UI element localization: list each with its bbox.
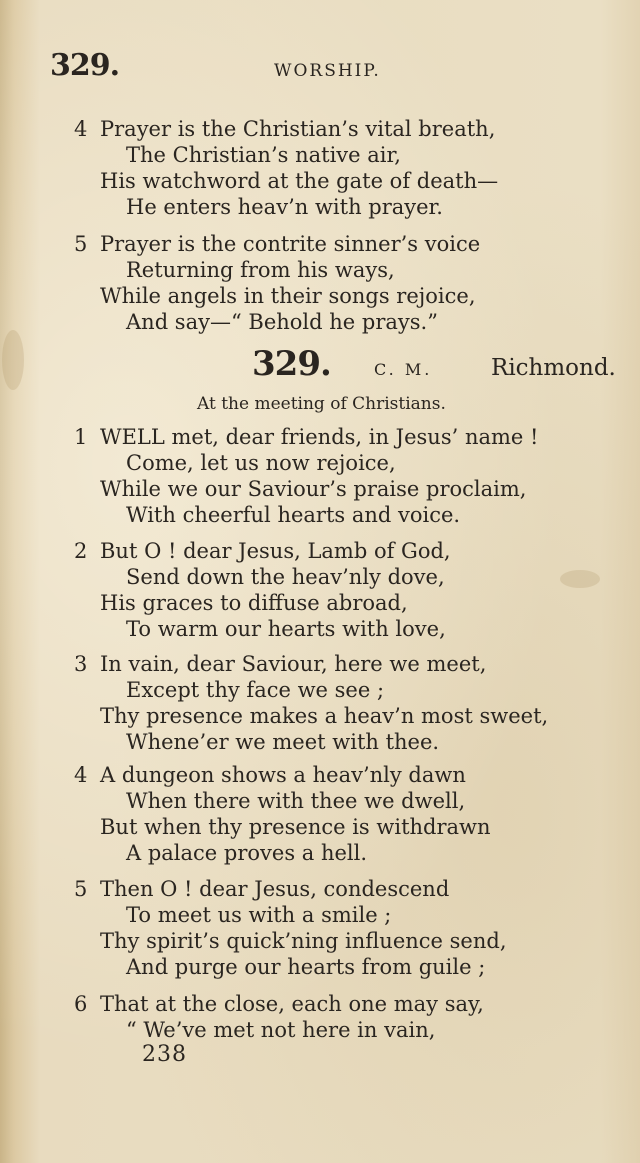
- hymn-meter: C. M.: [374, 360, 433, 379]
- verse-line: But when thy presence is withdrawn: [100, 815, 491, 839]
- hymn-occasion: At the meeting of Christians.: [197, 394, 446, 414]
- verse-line: Then O ! dear Jesus, condescend: [100, 877, 450, 901]
- verse-line: He enters heav’n with prayer.: [126, 195, 443, 219]
- verse-line: When there with thee we dwell,: [126, 789, 466, 813]
- verse-line: Prayer is the Christian’s vital breath,: [100, 117, 496, 141]
- verse-line: Send down the heav’nly dove,: [126, 565, 445, 589]
- stanza-number: 1: [74, 425, 88, 449]
- verse-line: To warm our hearts with love,: [126, 617, 446, 641]
- verse-line: Whene’er we meet with thee.: [126, 730, 440, 754]
- stanza-329-4: [74, 762, 634, 866]
- verse-line: Prayer is the contrite sinner’s voice: [100, 232, 481, 256]
- verse-line: His watchword at the gate of death—: [100, 169, 499, 193]
- verse-line: While we our Saviour’s praise proclaim,: [100, 477, 527, 501]
- verse-line: While angels in their songs rejoice,: [100, 284, 476, 308]
- stanza-328-5: [74, 231, 634, 335]
- verse-line: Come, let us now rejoice,: [126, 451, 396, 475]
- stanza-329-6: [74, 991, 634, 1043]
- stanza-329-5: [74, 876, 634, 980]
- verse-line: Except thy face we see ;: [126, 678, 385, 702]
- verse-line: A palace proves a hell.: [126, 841, 368, 865]
- stanza-329-3: [74, 651, 634, 755]
- verse-line: The Christian’s native air,: [126, 143, 401, 167]
- verse-line: WELL met, dear friends, in Jesus’ name !: [100, 425, 539, 449]
- verse-line: Returning from his ways,: [126, 258, 395, 282]
- hymn-tune: Richmond.: [491, 355, 616, 381]
- stanza-number: 6: [74, 992, 88, 1016]
- stanza-328-4: [74, 116, 634, 220]
- stanza-number: 3: [74, 652, 88, 676]
- verse-line: To meet us with a smile ;: [126, 903, 392, 927]
- verse-line: “ We’ve met not here in vain,: [126, 1018, 436, 1042]
- stanza-329-1: [74, 424, 634, 528]
- verse-line: And purge our hearts from guile ;: [126, 955, 486, 979]
- stanza-number: 4: [74, 117, 88, 141]
- verse-line: Thy presence makes a heav’n most sweet,: [100, 704, 549, 728]
- verse-line: That at the close, each one may say,: [100, 992, 484, 1016]
- verse-line: In vain, dear Saviour, here we meet,: [100, 652, 487, 676]
- stanza-number: 2: [74, 539, 88, 563]
- verse-line: With cheerful hearts and voice.: [126, 503, 461, 527]
- verse-line: But O ! dear Jesus, Lamb of God,: [100, 539, 451, 563]
- verse-line: And say—“ Behold he prays.”: [126, 310, 438, 334]
- verse-line: His graces to diffuse abroad,: [100, 591, 408, 615]
- verse-line: A dungeon shows a heav’nly dawn: [100, 763, 466, 787]
- stanza-329-2: [74, 538, 634, 642]
- stanza-number: 5: [74, 232, 88, 256]
- stanza-number: 4: [74, 763, 88, 787]
- hymn-heading: [0, 344, 640, 388]
- verse-line: Thy spirit’s quick’ning influence send,: [100, 929, 507, 953]
- folio-number: 238: [142, 1042, 187, 1067]
- stanza-number: 5: [74, 877, 88, 901]
- running-section-title: WORSHIP.: [274, 61, 381, 81]
- running-page-number: 329.: [50, 48, 120, 83]
- hymn-number: 329.: [252, 344, 331, 384]
